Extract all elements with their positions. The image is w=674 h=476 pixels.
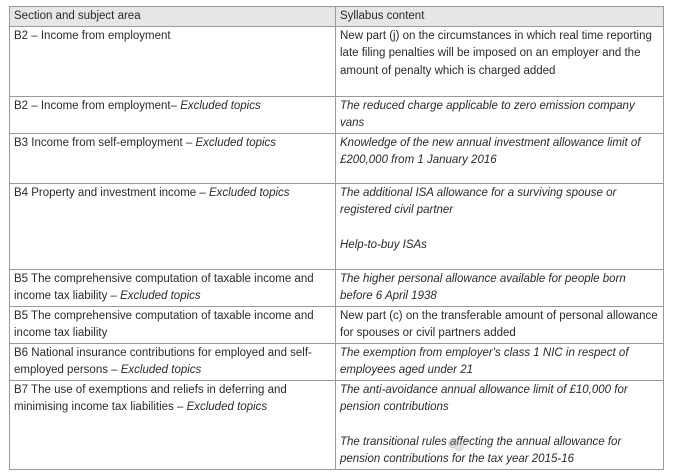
section-cell [10,96,336,133]
table-row [10,343,664,380]
content-cell [336,269,664,306]
table-row [10,26,664,96]
section-text: B5 The comprehensive computation of taxable income and income tax liability – [14,272,314,302]
section-cell [10,183,336,269]
content-cell [336,380,664,469]
section-text: B5 The comprehensive computation of taxable income and income tax liability [14,309,314,339]
excluded-topics-label: Excluded topics [186,401,268,413]
content-cell [336,183,664,269]
content-cell [336,133,664,183]
excluded-topics-label: Excluded topics [208,186,290,199]
content-text: New part (j) on the circumstances in which real time reporting late filing penalties will be imposed on an employer and the amount of penalty which is charged added [340,29,652,77]
section-text: B3 Income from self-employment – [14,136,196,149]
section-text: B6 National insurance contributions for employed and self-employed persons – [14,346,312,376]
content-text: The exemption from employer's class 1 NIC in respect of employees aged under 21 [340,346,629,376]
header-section-subject-area: Section and subject area [10,7,336,27]
watermark-chat-icon [447,437,465,453]
content-text: The transitional rules affecting the annual allowance for pension contributions for the tax year 2015-16 [340,435,622,465]
table-header-row [10,7,664,27]
section-text: B2 – Income from employment [14,29,171,42]
content-cell [336,96,664,133]
content-cell [336,306,664,343]
content-text: Help-to-buy ISAs [340,238,427,251]
header-syllabus-content: Syllabus content [336,7,664,27]
table-row [10,133,664,183]
section-text: B2 – Income from employment– [14,99,181,112]
section-text: B7 The use of exemptions and reliefs in deferring and minimising income tax liabilities – [14,383,287,413]
content-text: New part (c) on the transferable amount of personal allowance for spouses or civil partners added [340,309,658,339]
content-text: The additional ISA allowance for a surviving spouse or registered civil partner [340,186,617,216]
table-row [10,96,664,133]
table-row [10,380,664,469]
section-cell [10,26,336,96]
table-row [10,306,664,343]
section-cell [10,380,336,469]
section-cell [10,269,336,306]
syllabus-table [9,6,664,470]
content-cell [336,26,664,96]
content-text: Knowledge of the new annual investment allowance limit of £200,000 from 1 January 2016 [340,136,641,166]
content-text: The reduced charge applicable to zero emission company vans [340,99,635,129]
excluded-topics-label: Excluded topics [195,136,277,149]
section-cell [10,133,336,183]
excluded-topics-label: Excluded topics [120,290,201,302]
table-row [10,269,664,306]
content-text: The anti-avoidance annual allowance limit of £10,000 for pension contributions [340,383,628,413]
content-text: The higher personal allowance available for people born before 6 April 1938 [340,272,626,302]
section-cell [10,306,336,343]
section-text: B4 Property and investment income – [14,186,209,199]
content-cell [336,343,664,380]
excluded-topics-label: Excluded topics [120,364,202,376]
table-row [10,183,664,269]
section-cell [10,343,336,380]
excluded-topics-label: Excluded topics [180,99,261,112]
